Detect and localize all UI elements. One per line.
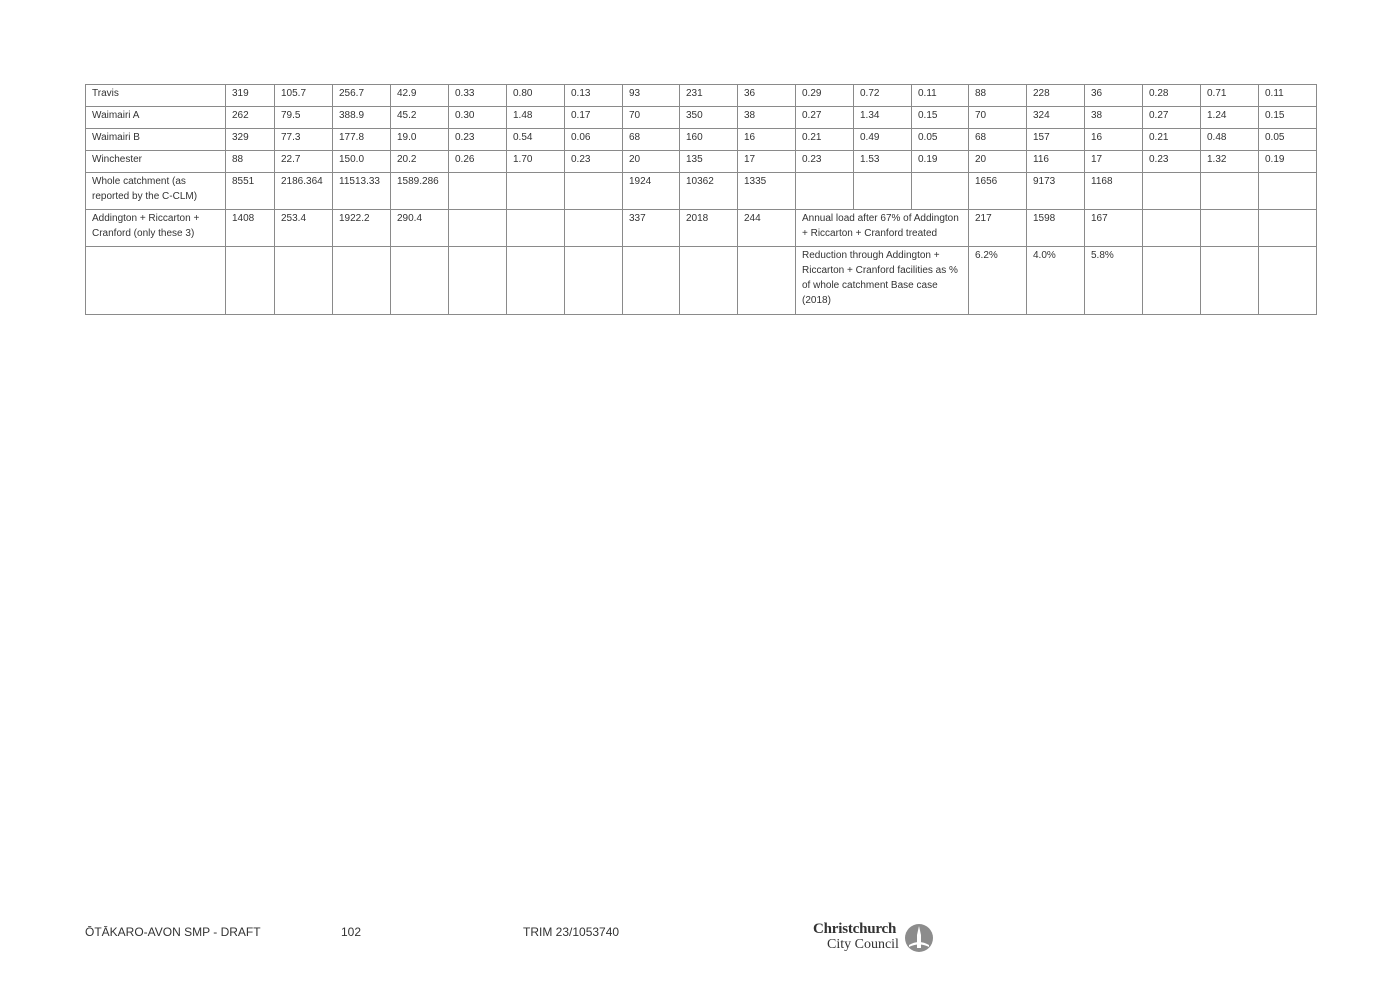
row-label: Waimairi A — [86, 107, 226, 129]
table-cell: 70 — [969, 107, 1027, 129]
reduction-note: Reduction through Addington + Riccarton + Cranford facilities as % of whole catchment Base case (2018) — [796, 247, 969, 315]
table-cell: 0.13 — [565, 85, 623, 107]
table-cell: 324 — [1027, 107, 1085, 129]
empty-cell — [680, 247, 738, 315]
table-cell: 0.21 — [1143, 129, 1201, 151]
table-cell: 10362 — [680, 173, 738, 210]
table-cell: 1335 — [738, 173, 796, 210]
council-logo — [813, 922, 938, 956]
table-cell: 0.72 — [854, 85, 912, 107]
table-cell: 77.3 — [275, 129, 333, 151]
table-cell — [1143, 210, 1201, 247]
table-cell: 22.7 — [275, 151, 333, 173]
cathedral-emblem-icon — [904, 923, 934, 953]
table-cell: 150.0 — [333, 151, 391, 173]
table-cell: 88 — [226, 151, 275, 173]
table-row — [86, 247, 1317, 315]
table-cell — [1201, 210, 1259, 247]
table-cell: 228 — [1027, 85, 1085, 107]
table-cell: 38 — [1085, 107, 1143, 129]
table-cell — [1259, 210, 1317, 247]
table-row — [86, 107, 1317, 129]
table-cell: 1.24 — [1201, 107, 1259, 129]
table-cell: 42.9 — [391, 85, 449, 107]
table-cell: 350 — [680, 107, 738, 129]
row-label: Whole catchment (as reported by the C-CLM) — [86, 173, 226, 210]
table-cell: 262 — [226, 107, 275, 129]
table-cell: 290.4 — [391, 210, 449, 247]
table-cell: 19.0 — [391, 129, 449, 151]
table-cell: 0.06 — [565, 129, 623, 151]
table-cell: 1.32 — [1201, 151, 1259, 173]
table-cell: 0.28 — [1143, 85, 1201, 107]
table-cell: 0.29 — [796, 85, 854, 107]
table-cell: 0.21 — [796, 129, 854, 151]
empty-cell — [333, 247, 391, 315]
row-label: Travis — [86, 85, 226, 107]
table-cell: 0.23 — [796, 151, 854, 173]
table-cell — [565, 210, 623, 247]
table-row — [86, 85, 1317, 107]
table-cell — [507, 173, 565, 210]
table-row — [86, 173, 1317, 210]
table-cell: 16 — [1085, 129, 1143, 151]
table-cell: 9173 — [1027, 173, 1085, 210]
table-cell — [912, 173, 969, 210]
trim-reference: TRIM 23/1053740 — [523, 925, 620, 939]
empty-cell — [507, 247, 565, 315]
table-cell: 0.54 — [507, 129, 565, 151]
table-cell — [1259, 247, 1317, 315]
table-cell: 0.11 — [912, 85, 969, 107]
table-cell: 0.19 — [1259, 151, 1317, 173]
table-cell: 0.05 — [912, 129, 969, 151]
table-cell — [449, 210, 507, 247]
table-cell: 1168 — [1085, 173, 1143, 210]
table-cell: 5.8% — [1085, 247, 1143, 315]
table-cell: 0.15 — [1259, 107, 1317, 129]
table-cell — [449, 173, 507, 210]
empty-cell — [391, 247, 449, 315]
table-cell: 319 — [226, 85, 275, 107]
empty-cell — [738, 247, 796, 315]
table-cell: 135 — [680, 151, 738, 173]
table-cell: 79.5 — [275, 107, 333, 129]
table-cell: 167 — [1085, 210, 1143, 247]
table-cell: 45.2 — [391, 107, 449, 129]
table-cell — [1259, 173, 1317, 210]
table-row — [86, 129, 1317, 151]
table-cell: 0.33 — [449, 85, 507, 107]
table-cell: 0.27 — [796, 107, 854, 129]
table-cell: 6.2% — [969, 247, 1027, 315]
table-cell: 70 — [623, 107, 680, 129]
annual-load-note: Annual load after 67% of Addington + Riccarton + Cranford treated — [796, 210, 969, 247]
table-cell: 0.71 — [1201, 85, 1259, 107]
table-cell: 0.17 — [565, 107, 623, 129]
table-cell: 388.9 — [333, 107, 391, 129]
table-cell: 0.19 — [912, 151, 969, 173]
table-row — [86, 151, 1317, 173]
table-cell: 20 — [969, 151, 1027, 173]
table-cell: 17 — [1085, 151, 1143, 173]
table-cell: 0.23 — [449, 129, 507, 151]
table-cell: 160 — [680, 129, 738, 151]
table-cell — [1201, 247, 1259, 315]
table-cell: 1.48 — [507, 107, 565, 129]
table-cell: 17 — [738, 151, 796, 173]
table-cell: 0.27 — [1143, 107, 1201, 129]
table-cell: 1924 — [623, 173, 680, 210]
table-cell: 0.26 — [449, 151, 507, 173]
table-cell: 157 — [1027, 129, 1085, 151]
table-cell: 68 — [969, 129, 1027, 151]
table-body — [86, 85, 1317, 315]
table-cell: 253.4 — [275, 210, 333, 247]
table-cell — [796, 173, 854, 210]
empty-cell — [449, 247, 507, 315]
table-cell: 11513.33 — [333, 173, 391, 210]
table-cell: 0.48 — [1201, 129, 1259, 151]
table-cell: 93 — [623, 85, 680, 107]
table-cell: 20 — [623, 151, 680, 173]
empty-cell — [275, 247, 333, 315]
table-cell: 0.15 — [912, 107, 969, 129]
empty-cell — [86, 247, 226, 315]
table-cell: 256.7 — [333, 85, 391, 107]
logo-line1: Christchurch — [813, 921, 897, 937]
table-cell: 8551 — [226, 173, 275, 210]
table-cell: 1598 — [1027, 210, 1085, 247]
table-cell: 337 — [623, 210, 680, 247]
table-cell — [1143, 247, 1201, 315]
table-cell — [1201, 173, 1259, 210]
table-cell: 1.70 — [507, 151, 565, 173]
table-cell — [854, 173, 912, 210]
table-cell — [507, 210, 565, 247]
document-title: ŌTĀKARO-AVON SMP - DRAFT — [85, 925, 261, 939]
table-cell: 0.11 — [1259, 85, 1317, 107]
table-cell: 1.34 — [854, 107, 912, 129]
table-cell: 0.80 — [507, 85, 565, 107]
table-cell: 329 — [226, 129, 275, 151]
table-cell: 105.7 — [275, 85, 333, 107]
table-cell: 1656 — [969, 173, 1027, 210]
table-cell: 177.8 — [333, 129, 391, 151]
table-cell: 0.49 — [854, 129, 912, 151]
results-table — [85, 84, 1317, 315]
table-cell: 1408 — [226, 210, 275, 247]
table-cell: 1.53 — [854, 151, 912, 173]
table-cell — [565, 173, 623, 210]
table-cell: 20.2 — [391, 151, 449, 173]
page-number: 102 — [341, 925, 362, 939]
table-cell: 0.23 — [565, 151, 623, 173]
table-cell: 4.0% — [1027, 247, 1085, 315]
table-cell: 217 — [969, 210, 1027, 247]
table-cell: 1922.2 — [333, 210, 391, 247]
table-cell — [1143, 173, 1201, 210]
table-cell: 231 — [680, 85, 738, 107]
table-cell: 36 — [1085, 85, 1143, 107]
table-cell: 88 — [969, 85, 1027, 107]
logo-line2: City Council — [827, 937, 899, 952]
table-cell: 0.30 — [449, 107, 507, 129]
table-cell: 244 — [738, 210, 796, 247]
table-cell: 0.05 — [1259, 129, 1317, 151]
table-cell: 1589.286 — [391, 173, 449, 210]
empty-cell — [226, 247, 275, 315]
table-cell: 38 — [738, 107, 796, 129]
table-cell: 2018 — [680, 210, 738, 247]
row-label: Waimairi B — [86, 129, 226, 151]
empty-cell — [565, 247, 623, 315]
row-label: Addington + Riccarton + Cranford (only these 3) — [86, 210, 226, 247]
table-cell: 36 — [738, 85, 796, 107]
table-cell: 0.23 — [1143, 151, 1201, 173]
row-label: Winchester — [86, 151, 226, 173]
table-row — [86, 210, 1317, 247]
table-cell: 116 — [1027, 151, 1085, 173]
table-cell: 16 — [738, 129, 796, 151]
empty-cell — [623, 247, 680, 315]
table-cell: 2186.364 — [275, 173, 333, 210]
table-cell: 68 — [623, 129, 680, 151]
